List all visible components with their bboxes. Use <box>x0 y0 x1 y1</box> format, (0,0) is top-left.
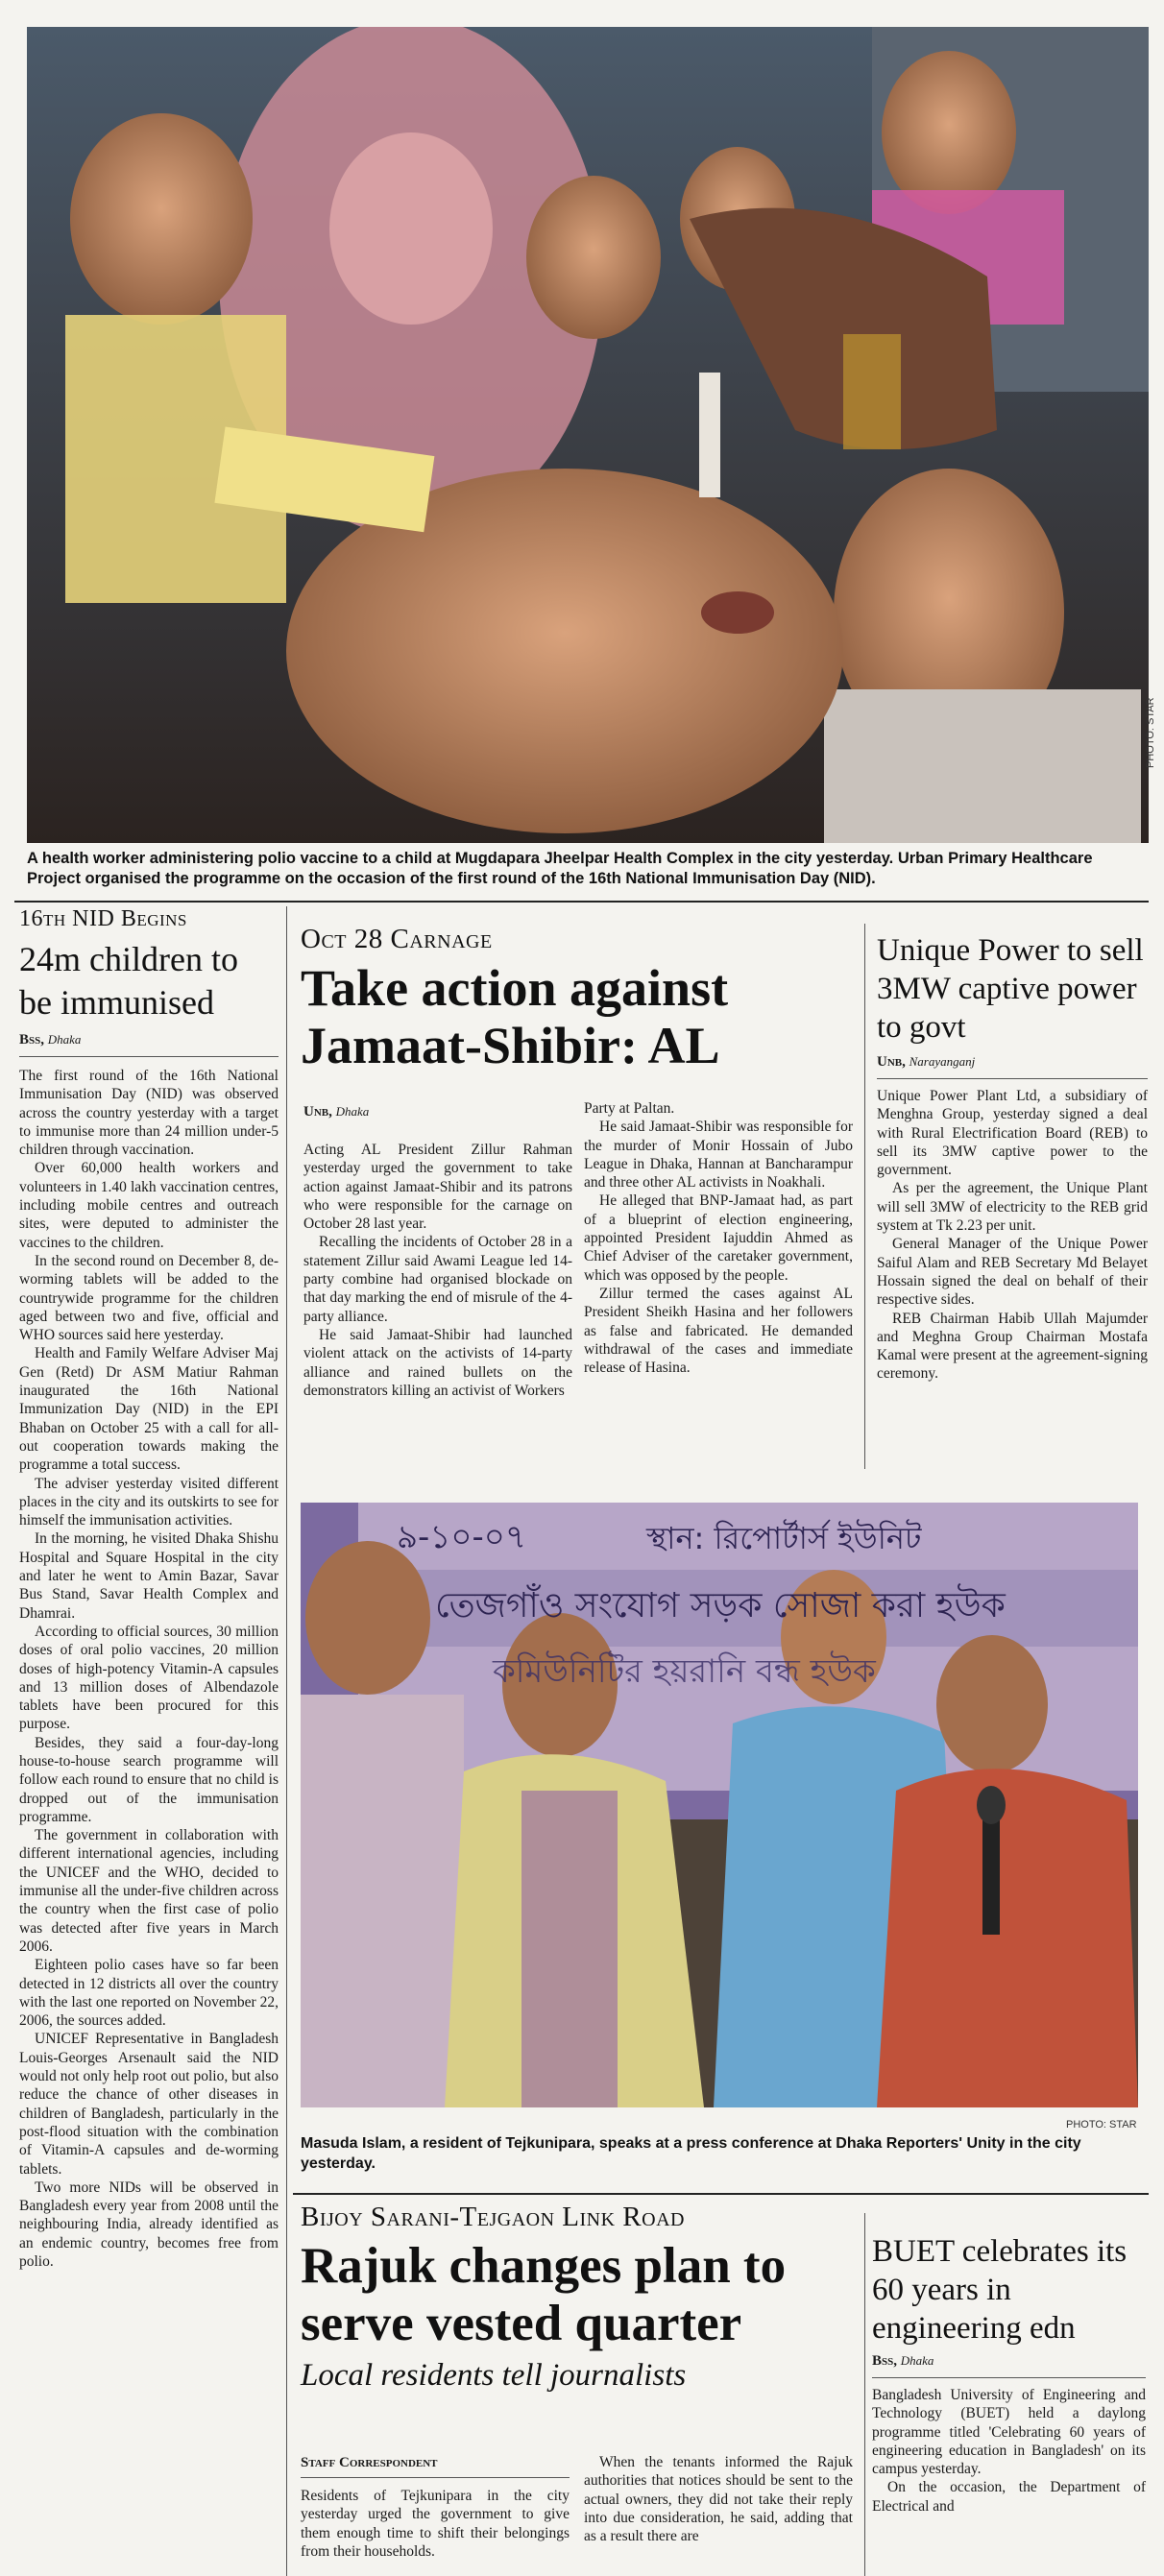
top-divider <box>14 901 1149 903</box>
story-rajuk-col2 <box>584 2453 853 2545</box>
story-carnage-col2-paragraph: Zillur termed the cases against AL President Sheikh Hasina and her followers as false and fabricated. He demanded withdrawal of the cases and immediate release of Hasina. <box>584 1285 853 1377</box>
story-nid-kicker: 16th NID Begins <box>19 906 187 931</box>
story-nid-paragraph: According to official sources, 30 million doses of oral polio vaccines, 20 million doses of high-potency Vitamin-A capsules and 13 million doses of Albendazole tablets have been procured for this purpose. <box>19 1623 279 1733</box>
story-power <box>877 931 1148 1384</box>
story-nid-byline-rule <box>19 1056 279 1057</box>
story-carnage-col2-paragraph: He alleged that BNP-Jamaat had, as part of a blueprint of election engineering, appointed President Iajuddin Ahmed as Chief Adviser of the caretaker government, which was opposed by the people. <box>584 1192 853 1284</box>
top-photo <box>27 27 1149 843</box>
story-rajuk-deck: Local residents tell journalists <box>301 2358 687 2393</box>
story-carnage-col2-paragraph: He said Jamaat-Shibir was responsible for the murder of Monir Hossain of Jubo League in Dhaka, Hannan at Bancharampur and three other AL activists in Noakhali. <box>584 1119 853 1192</box>
press-conference-photo <box>301 1503 1138 2107</box>
press-photo-caption: Masuda Islam, a resident of Tejkunipara, speaks at a press conference at Dhaka Reporters' Unity in the city yesterday. <box>301 2135 1081 2172</box>
story-power-paragraph: REB Chairman Habib Ullah Majumder and Meghna Group Chairman Mostafa Kamal were present at the agreement-signing ceremony. <box>877 1310 1148 1383</box>
story-nid-paragraph: The adviser yesterday visited different places in the city and its outskirts to see for himself the immunisation activities. <box>19 1475 279 1529</box>
story-nid <box>19 906 279 2271</box>
story-carnage <box>301 924 853 1074</box>
story-nid-paragraph: Health and Family Welfare Adviser Maj Gen (Retd) Dr ASM Matiur Rahman inaugurated the 16th National Immunization Day (NID) in the EPI Bhaban on October 25 with a call for all-out cooperation towards making the programme a total success. <box>19 1345 279 1474</box>
right-column-rule-bottom <box>864 2213 865 2576</box>
story-nid-paragraph: UNICEF Representative in Bangladesh Louis-Georges Arsenault said the NID would not only help root out polio, but also reduce the chance of other diseases in children of Bangladesh, particularly in the post-flood situation with the combination of Vitamin-A capsules and de-worming tablets. <box>19 2031 279 2178</box>
left-column-rule <box>286 906 287 2576</box>
story-carnage-byline: Unb, Dhaka <box>303 1104 370 1119</box>
story-buet-paragraph: Bangladesh University of Engineering and Technology (BUET) held a daylong programme titled 'Celebrating 60 years of engineering education in Bangladesh' on its campus yesterday. <box>872 2387 1146 2478</box>
story-buet <box>872 2232 1146 2516</box>
story-carnage-col1-paragraph: Acting AL President Zillur Rahman yesterday urged the government to take action against Jamaat-Shibir and its patrons who were responsible for the carnage on October 28 last year. <box>303 1142 572 1233</box>
story-nid-paragraph: The government in collaboration with different international agencies, including the UNICEF and the WHO, decided to immunise all the under-five children across the country when the first case of polio was detected after five years in March 2006. <box>19 1827 279 1955</box>
story-rajuk-kicker: Bijoy Sarani-Tejgaon Link Road <box>301 2202 685 2232</box>
top-photo-caption: A health worker administering polio vaccine to a child at Mugdapara Jheelpar Health Complex in the city yesterday. Urban Primary Healthcare Project organised the programme on the occasion of the first round of the 16th National Immunisation Day (NID). <box>27 850 1093 887</box>
story-buet-body <box>872 2386 1146 2516</box>
mid-divider <box>293 2193 1149 2195</box>
story-power-paragraph: As per the agreement, the Unique Plant will sell 3MW of electricity to the REB grid system at Tk 2.23 per unit. <box>877 1180 1148 1235</box>
story-rajuk-headline: Rajuk changes plan to serve vested quarter <box>301 2238 787 2351</box>
story-buet-headline: BUET celebrates its 60 years in engineering edn <box>872 2234 1128 2346</box>
story-carnage-col2-paragraph: Party at Paltan. <box>584 1100 675 1117</box>
vaccination-scene-image <box>27 27 1149 843</box>
story-carnage-col1-paragraph: He said Jamaat-Shibir had launched violent attack on the activists of 14-party alliance and rained bullets on the demonstrators killing an activist of Workers <box>303 1326 572 1399</box>
story-nid-paragraph: Two more NIDs will be observed in Bangladesh every year from 2008 until the neighbouring India, already identified as an endemic country, becomes free from polio. <box>19 2179 279 2270</box>
story-nid-paragraph: In the second round on December 8, de-worming tablets will be added to the countrywide programme for the children aged between two and five, official and WHO sources said here yesterday. <box>19 1252 279 1344</box>
story-carnage-kicker: Oct 28 Carnage <box>301 924 493 954</box>
story-buet-byline: Bss, Dhaka <box>872 2353 934 2369</box>
story-rajuk-byline: Staff Correspondent <box>301 2455 438 2470</box>
story-nid-paragraph: Eighteen polio cases have so far been detected in 12 districts all over the country with the last one reported on November 22, 2006, the sources added. <box>19 1957 279 2030</box>
story-power-byline-rule <box>877 1078 1148 1079</box>
right-column-rule-top <box>864 924 865 1469</box>
story-nid-headline: 24m children to be immunised <box>19 940 238 1022</box>
story-nid-paragraph: Besides, they said a four-day-long house-to-house search programme will follow each round to ensure that no child is dropped out of the immunisation programme. <box>19 1734 279 1825</box>
story-power-headline: Unique Power to sell 3MW captive power to govt <box>877 933 1144 1045</box>
banner-date-text: ৯-১০-০৭ <box>397 1518 526 1556</box>
top-photo-credit: PHOTO: STAR <box>1145 697 1156 768</box>
story-rajuk-col1-text: Residents of Tejkunipara in the city yesterday urged the government to give them enough time to shift their belongings from their households. <box>301 2488 570 2560</box>
story-nid-paragraph: The first round of the 16th National Immunisation Day (NID) was observed across the country yesterday with a target to immunise more than 24 million under-5 children through vaccination. <box>19 1068 279 1159</box>
story-nid-paragraph: In the morning, he visited Dhaka Shishu Hospital and Square Hospital in the city and later he went to Amin Bazar, Savar Bus Stand, Savar Health Complex and Dhamrai. <box>19 1530 279 1622</box>
story-power-byline: Unb, Narayanganj <box>877 1054 976 1070</box>
story-rajuk-col2-text: When the tenants informed the Rajuk authorities that notices should be sent to the actual owners, they did not take their reply into due consideration, he said, adding that as a result there are <box>584 2454 853 2545</box>
story-rajuk <box>301 2202 858 2394</box>
story-carnage-col2 <box>584 1099 853 1377</box>
story-nid-paragraph: Over 60,000 health workers and volunteers in 1.40 lakh vaccination centres, including mobile centres and outreach sites, were deputed to administer the vaccines to the children. <box>19 1160 279 1251</box>
story-nid-body <box>19 1067 279 2271</box>
story-power-body <box>877 1087 1148 1384</box>
story-buet-byline-rule <box>872 2377 1146 2378</box>
story-carnage-col1-paragraph: Recalling the incidents of October 28 in a statement Zillur said Awami League led 14-party combine had organised blockade on that day marking the end of misrule of the 4-party alliance. <box>303 1234 572 1325</box>
banner-line3-text: কমিউনিটির হয়রানি বন্ধ হউক <box>493 1652 876 1691</box>
story-buet-paragraph: On the occasion, the Department of Electrical and <box>872 2479 1146 2515</box>
story-nid-byline: Bss, Dhaka <box>19 1032 82 1047</box>
banner-venue-text: স্থান: রিপোর্টার্স ইউনিট <box>646 1520 922 1556</box>
story-rajuk-byline-rule <box>301 2477 570 2478</box>
banner-line2-text: তেজগাঁও সংযোগ সড়ক সোজা করা হউক <box>435 1586 1006 1625</box>
story-rajuk-col1 <box>301 2487 570 2561</box>
story-power-paragraph: Unique Power Plant Ltd, a subsidiary of Menghna Group, yesterday signed a deal with Rural Electrification Board (REB) to sell its 3MW captive power to the government. <box>877 1088 1148 1179</box>
press-photo-credit: PHOTO: STAR <box>1066 2119 1137 2131</box>
story-power-paragraph: General Manager of the Unique Power Saiful Alam and REB Secretary Md Belayet Hossain signed the deal on behalf of their respective sides. <box>877 1236 1148 1309</box>
story-carnage-col1 <box>303 1141 572 1400</box>
story-carnage-headline: Take action against Jamaat-Shibir: AL <box>301 959 729 1074</box>
